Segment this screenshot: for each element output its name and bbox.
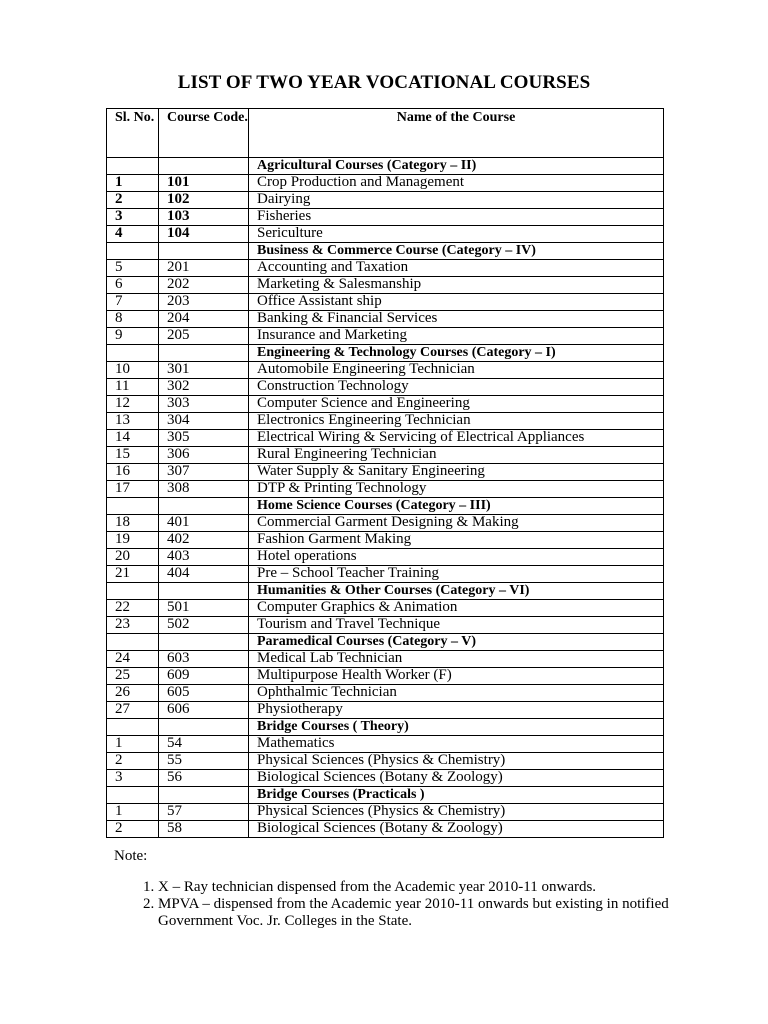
course-name-cell: Fashion Garment Making <box>249 532 664 549</box>
course-code-cell: 205 <box>159 328 249 345</box>
sl-no-cell <box>107 787 159 804</box>
category-row <box>107 787 664 804</box>
table-row <box>107 481 664 498</box>
course-name-cell: Computer Graphics & Animation <box>249 600 664 617</box>
course-name-cell: Office Assistant ship <box>249 294 664 311</box>
table-row <box>107 753 664 770</box>
notes-section <box>114 848 674 930</box>
course-code-cell: 304 <box>159 413 249 430</box>
course-code-cell: 57 <box>159 804 249 821</box>
course-name-cell: Hotel operations <box>249 549 664 566</box>
course-code-cell: 301 <box>159 362 249 379</box>
header-course-name: Name of the Course <box>249 109 664 158</box>
course-name-cell: Water Supply & Sanitary Engineering <box>249 464 664 481</box>
table-row <box>107 226 664 243</box>
table-row <box>107 209 664 226</box>
course-code-cell <box>159 583 249 600</box>
course-code-cell <box>159 787 249 804</box>
sl-no-cell: 14 <box>107 430 159 447</box>
course-code-cell <box>159 345 249 362</box>
sl-no-cell: 8 <box>107 311 159 328</box>
course-code-cell: 104 <box>159 226 249 243</box>
course-code-cell: 302 <box>159 379 249 396</box>
sl-no-cell: 4 <box>107 226 159 243</box>
table-row <box>107 362 664 379</box>
sl-no-cell: 11 <box>107 379 159 396</box>
course-name-cell: Marketing & Salesmanship <box>249 277 664 294</box>
sl-no-cell: 2 <box>107 192 159 209</box>
category-row <box>107 345 664 362</box>
course-name-cell: Medical Lab Technician <box>249 651 664 668</box>
table-row <box>107 668 664 685</box>
sl-no-cell: 23 <box>107 617 159 634</box>
course-name-cell: Biological Sciences (Botany & Zoology) <box>249 770 664 787</box>
sl-no-cell: 1 <box>107 175 159 192</box>
table-row <box>107 430 664 447</box>
table-row <box>107 549 664 566</box>
course-table <box>106 108 664 838</box>
course-code-cell: 56 <box>159 770 249 787</box>
sl-no-cell: 12 <box>107 396 159 413</box>
sl-no-cell: 19 <box>107 532 159 549</box>
header-sl-no: Sl. No. <box>107 109 159 158</box>
course-name-cell: Pre – School Teacher Training <box>249 566 664 583</box>
course-code-cell <box>159 498 249 515</box>
category-name-cell: Home Science Courses (Category – III) <box>249 498 664 515</box>
sl-no-cell <box>107 634 159 651</box>
note-item: 1. X – Ray technician dispensed from the Academic year 2010-11 onwards. <box>158 879 674 896</box>
sl-no-cell <box>107 243 159 260</box>
course-name-cell: Fisheries <box>249 209 664 226</box>
sl-no-cell: 2 <box>107 753 159 770</box>
notes-title: Note: <box>114 848 148 864</box>
category-name-cell: Bridge Courses ( Theory) <box>249 719 664 736</box>
course-code-cell: 303 <box>159 396 249 413</box>
table-row <box>107 396 664 413</box>
table-row <box>107 532 664 549</box>
sl-no-cell: 21 <box>107 566 159 583</box>
table-row <box>107 566 664 583</box>
table-body <box>107 158 664 838</box>
sl-no-cell: 15 <box>107 447 159 464</box>
table-header-row <box>107 109 664 158</box>
course-code-cell: 606 <box>159 702 249 719</box>
course-code-cell: 401 <box>159 515 249 532</box>
category-row <box>107 243 664 260</box>
course-code-cell: 603 <box>159 651 249 668</box>
sl-no-cell: 6 <box>107 277 159 294</box>
course-name-cell: Physical Sciences (Physics & Chemistry) <box>249 753 664 770</box>
sl-no-cell <box>107 498 159 515</box>
course-code-cell: 307 <box>159 464 249 481</box>
sl-no-cell: 27 <box>107 702 159 719</box>
table-row <box>107 515 664 532</box>
table-row <box>107 651 664 668</box>
course-code-cell: 501 <box>159 600 249 617</box>
sl-no-cell: 10 <box>107 362 159 379</box>
table-row <box>107 192 664 209</box>
table-row <box>107 379 664 396</box>
course-name-cell: Crop Production and Management <box>249 175 664 192</box>
course-name-cell: Automobile Engineering Technician <box>249 362 664 379</box>
sl-no-cell <box>107 345 159 362</box>
sl-no-cell: 5 <box>107 260 159 277</box>
table-row <box>107 311 664 328</box>
notes-list <box>114 879 674 930</box>
table-row <box>107 260 664 277</box>
course-name-cell: Ophthalmic Technician <box>249 685 664 702</box>
sl-no-cell: 25 <box>107 668 159 685</box>
category-name-cell: Engineering & Technology Courses (Category – I) <box>249 345 664 362</box>
sl-no-cell: 3 <box>107 770 159 787</box>
table-row <box>107 600 664 617</box>
course-code-cell <box>159 634 249 651</box>
course-code-cell: 54 <box>159 736 249 753</box>
course-code-cell <box>159 158 249 175</box>
course-code-cell: 306 <box>159 447 249 464</box>
table-row <box>107 175 664 192</box>
course-code-cell: 305 <box>159 430 249 447</box>
course-name-cell: Computer Science and Engineering <box>249 396 664 413</box>
course-code-cell: 202 <box>159 277 249 294</box>
course-code-cell: 404 <box>159 566 249 583</box>
sl-no-cell <box>107 583 159 600</box>
category-row <box>107 583 664 600</box>
course-code-cell: 402 <box>159 532 249 549</box>
course-name-cell: Accounting and Taxation <box>249 260 664 277</box>
sl-no-cell: 16 <box>107 464 159 481</box>
sl-no-cell: 18 <box>107 515 159 532</box>
category-row <box>107 158 664 175</box>
course-code-cell: 403 <box>159 549 249 566</box>
category-row <box>107 719 664 736</box>
course-code-cell: 58 <box>159 821 249 838</box>
sl-no-cell <box>107 158 159 175</box>
course-name-cell: Sericulture <box>249 226 664 243</box>
course-code-cell: 204 <box>159 311 249 328</box>
category-name-cell: Agricultural Courses (Category – II) <box>249 158 664 175</box>
sl-no-cell: 20 <box>107 549 159 566</box>
course-name-cell: Rural Engineering Technician <box>249 447 664 464</box>
course-name-cell: Tourism and Travel Technique <box>249 617 664 634</box>
course-code-cell: 502 <box>159 617 249 634</box>
course-code-cell: 203 <box>159 294 249 311</box>
table-row <box>107 736 664 753</box>
course-name-cell: Banking & Financial Services <box>249 311 664 328</box>
table-row <box>107 821 664 838</box>
course-code-cell: 308 <box>159 481 249 498</box>
course-name-cell: Electronics Engineering Technician <box>249 413 664 430</box>
table-row <box>107 328 664 345</box>
course-code-cell <box>159 719 249 736</box>
sl-no-cell: 3 <box>107 209 159 226</box>
course-name-cell: Electrical Wiring & Servicing of Electrical Appliances <box>249 430 664 447</box>
table-row <box>107 277 664 294</box>
course-code-cell: 101 <box>159 175 249 192</box>
sl-no-cell: 1 <box>107 804 159 821</box>
course-name-cell: Commercial Garment Designing & Making <box>249 515 664 532</box>
table-row <box>107 464 664 481</box>
category-name-cell: Business & Commerce Course (Category – IV) <box>249 243 664 260</box>
table-row <box>107 413 664 430</box>
course-name-cell: Mathematics <box>249 736 664 753</box>
course-code-cell: 55 <box>159 753 249 770</box>
sl-no-cell: 24 <box>107 651 159 668</box>
category-name-cell: Humanities & Other Courses (Category – VI) <box>249 583 664 600</box>
page-title: LIST OF TWO YEAR VOCATIONAL COURSES <box>177 72 591 93</box>
sl-no-cell: 26 <box>107 685 159 702</box>
course-name-cell: Insurance and Marketing <box>249 328 664 345</box>
note-item: 2. MPVA – dispensed from the Academic year 2010-11 onwards but existing in notified Government Voc. Jr. Colleges in the State. <box>158 896 674 930</box>
course-name-cell: Physiotherapy <box>249 702 664 719</box>
header-course-code: Course Code. <box>159 109 249 158</box>
category-name-cell: Bridge Courses (Practicals ) <box>249 787 664 804</box>
sl-no-cell: 22 <box>107 600 159 617</box>
sl-no-cell <box>107 719 159 736</box>
table-row <box>107 804 664 821</box>
sl-no-cell: 7 <box>107 294 159 311</box>
course-code-cell: 102 <box>159 192 249 209</box>
course-name-cell: Multipurpose Health Worker (F) <box>249 668 664 685</box>
course-name-cell: Physical Sciences (Physics & Chemistry) <box>249 804 664 821</box>
table-row <box>107 447 664 464</box>
course-name-cell: Biological Sciences (Botany & Zoology) <box>249 821 664 838</box>
table-row <box>107 702 664 719</box>
course-code-cell <box>159 243 249 260</box>
course-code-cell: 103 <box>159 209 249 226</box>
course-code-cell: 609 <box>159 668 249 685</box>
course-name-cell: Dairying <box>249 192 664 209</box>
course-name-cell: Construction Technology <box>249 379 664 396</box>
course-code-cell: 201 <box>159 260 249 277</box>
sl-no-cell: 9 <box>107 328 159 345</box>
table-row <box>107 770 664 787</box>
sl-no-cell: 2 <box>107 821 159 838</box>
course-name-cell: DTP & Printing Technology <box>249 481 664 498</box>
category-row <box>107 498 664 515</box>
sl-no-cell: 1 <box>107 736 159 753</box>
table-row <box>107 685 664 702</box>
sl-no-cell: 17 <box>107 481 159 498</box>
sl-no-cell: 13 <box>107 413 159 430</box>
category-name-cell: Paramedical Courses (Category – V) <box>249 634 664 651</box>
course-code-cell: 605 <box>159 685 249 702</box>
table-row <box>107 294 664 311</box>
table-row <box>107 617 664 634</box>
category-row <box>107 634 664 651</box>
